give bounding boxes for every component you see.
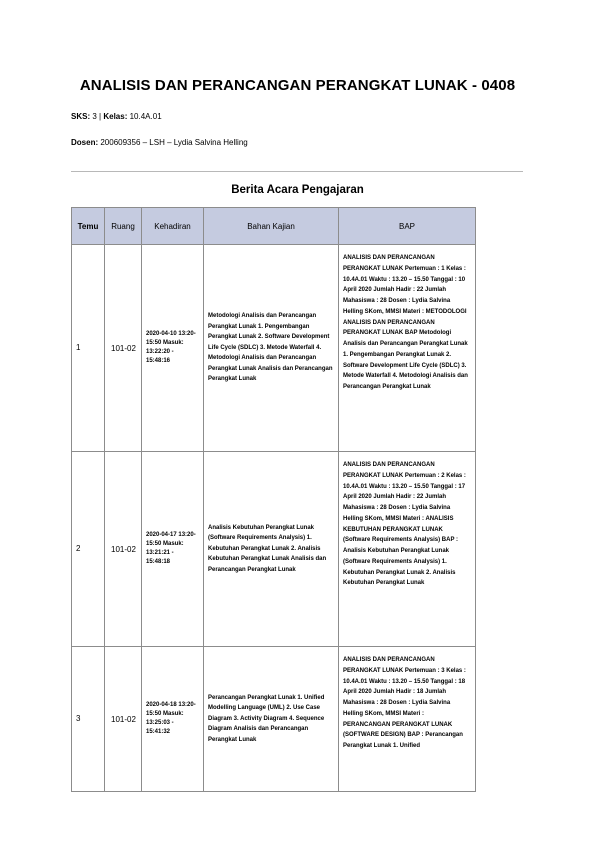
teaching-report-table xyxy=(71,207,476,792)
sks-label: SKS: xyxy=(71,112,91,121)
table-row xyxy=(72,647,476,792)
cell-kehadiran: 2020-04-17 13:20-15:50 Masuk: 13:21:21 - 15:48:18 xyxy=(142,452,204,647)
divider-line xyxy=(71,171,523,172)
sks-value: 3 xyxy=(92,112,97,121)
dosen-label: Dosen: xyxy=(71,138,99,147)
kelas-label: Kelas: xyxy=(103,112,128,121)
cell-kehadiran: 2020-04-18 13:20-15:50 Masuk: 13:25:03 - 15:41:32 xyxy=(142,647,204,792)
table-row xyxy=(72,452,476,647)
header-temu: Temu xyxy=(72,208,105,245)
cell-bahan-kajian: Perancangan Perangkat Lunak 1. Unified Modelling Language (UML) 2. Use Case Diagram 3. Activity Diagram 4. Sequence Diagram Analisis dan Perancangan Perangkat Lunak xyxy=(204,647,339,792)
meta-separator: | xyxy=(99,112,102,121)
cell-temu: 1 xyxy=(72,245,105,452)
cell-temu: 3 xyxy=(72,647,105,792)
cell-bap: ANALISIS DAN PERANCANGAN PERANGKAT LUNAK Pertemuan : 2 Kelas : 10.4A.01 Waktu : 13.20 – 15.50 Tanggal : 17 April 2020 Jumlah Hadir : 22 Jumlah Mahasiswa : 28 Dosen : Lydia Salvina Helling SKom, MMSI Materi : ANALISIS KEBUTUHAN PERANGKAT LUNAK (Software Requirements Analysis) BAP : Analisis Kebutuhan Perangkat Lunak (Software Requirements Analysis) 1. Kebutuhan Perangkat Lunak 2. Analisis Kebutuhan Perangkat Lunak xyxy=(339,452,476,647)
cell-bahan-kajian: Metodologi Analisis dan Perancangan Perangkat Lunak 1. Pengembangan Perangkat Lunak 2. Software Development Life Cycle (SDLC) 3. Metode Waterfall 4. Metodologi Analisis dan Perancangan Perangkat Lunak Analisis dan Perancangan Perangkat Lunak xyxy=(204,245,339,452)
header-kehadiran: Kehadiran xyxy=(142,208,204,245)
table-row xyxy=(72,245,476,452)
cell-bahan-kajian: Analisis Kebutuhan Perangkat Lunak (Software Requirements Analysis) 1. Kebutuhan Perangkat Lunak 2. Analisis Kebutuhan Perangkat Lunak Analisis dan Perancangan Perangkat Lunak xyxy=(204,452,339,647)
kelas-value: 10.4A.01 xyxy=(129,112,162,121)
header-ruang: Ruang xyxy=(105,208,142,245)
header-bap: BAP xyxy=(339,208,476,245)
cell-temu: 2 xyxy=(72,452,105,647)
document-title: ANALISIS DAN PERANCANGAN PERANGKAT LUNAK - 0408 xyxy=(79,77,516,94)
dosen-value: 200609356 – LSH – Lydia Salvina Helling xyxy=(100,138,248,147)
cell-ruang: 101-02 xyxy=(105,647,142,792)
header-bahan-kajian: Bahan Kajian xyxy=(204,208,339,245)
cell-ruang: 101-02 xyxy=(105,452,142,647)
cell-bap: ANALISIS DAN PERANCANGAN PERANGKAT LUNAK Pertemuan : 1 Kelas : 10.4A.01 Waktu : 13.20 – 15.50 Tanggal : 10 April 2020 Jumlah Hadir : 22 Jumlah Mahasiswa : 28 Dosen : Lydia Salvina Helling SKom, MMSI Materi : METODOLOGI ANALISIS DAN PERANCANGAN PERANGKAT LUNAK BAP Metodologi Analisis dan Perancangan Perangkat Lunak 1. Pengembangan Perangkat Lunak 2. Software Development Life Cycle (SDLC) 3. Metode Waterfall 4. Metodologi Analisis dan Perancangan Perangkat Lunak xyxy=(339,245,476,452)
table-header-row xyxy=(72,208,476,245)
lecturer-meta xyxy=(71,138,248,147)
cell-kehadiran: 2020-04-10 13:20-15:50 Masuk: 13:22:20 - 15:48:16 xyxy=(142,245,204,452)
cell-bap: ANALISIS DAN PERANCANGAN PERANGKAT LUNAK Pertemuan : 3 Kelas : 10.4A.01 Waktu : 13.20 – 15.50 Tanggal : 18 April 2020 Jumlah Hadir : 18 Jumlah Mahasiswa : 28 Dosen : Lydia Salvina Helling SKom, MMSI Materi : PERANCANGAN PERANGKAT LUNAK (SOFTWARE DESIGN) BAP : Perancangan Perangkat Lunak 1. Unified xyxy=(339,647,476,792)
section-title: Berita Acara Pengajaran xyxy=(231,184,364,196)
course-meta xyxy=(71,112,162,121)
cell-ruang: 101-02 xyxy=(105,245,142,452)
